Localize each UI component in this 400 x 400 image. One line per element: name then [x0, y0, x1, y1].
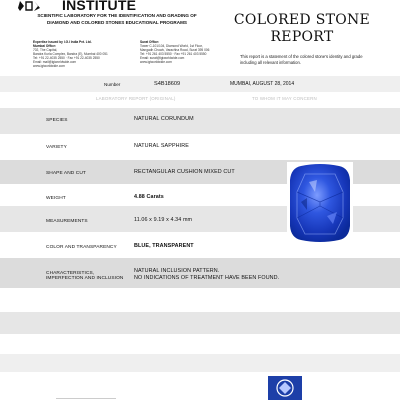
right-address-line: www.igiworldwide.com	[140, 60, 172, 64]
report-title	[232, 12, 372, 46]
report-title-line: REPORT	[270, 29, 334, 45]
band	[0, 312, 400, 334]
color-transparency-label: COLOR AND TRANSPARENCY	[46, 245, 117, 250]
report-statement: This report is a statement of the colored stone's identity and grade including all relevant information.	[240, 54, 363, 65]
right-address-line: Mangadh Chowk, Varachha Road, Surat 395 006	[140, 48, 210, 52]
report-title-line: COLORED STONE	[233, 12, 371, 28]
color-transparency-value: BLUE, TRANSPARENT	[134, 243, 194, 249]
left-address-office: Mumbai Office:	[33, 44, 57, 48]
right-address-office: Surat Office:	[140, 40, 160, 44]
shape-cut-label: SHAPE AND CUT	[46, 171, 86, 176]
shape-cut-value: RECTANGULAR CUSHION MIXED CUT	[134, 169, 235, 175]
measurements-label: MEASUREMENTS	[46, 219, 88, 224]
characteristics-label-line: IMPERFECTION AND INCLUSION	[46, 276, 124, 281]
left-address-heading: Expertise issued by I.G.I India Pvt. Ltd.	[33, 40, 92, 44]
report-number: S4B18609	[154, 81, 181, 87]
signature-line	[56, 398, 116, 399]
weight-value: 4.88 Carats	[134, 194, 164, 200]
left-address-line: Tel: +91 22-4035 2550 · Fax +91 22-4035 2550	[33, 56, 100, 60]
characteristics-value	[134, 268, 279, 282]
right-address	[140, 40, 225, 64]
left-address-line: Bandra Kurla Complex, Bandra (E), Mumbai 400 051	[33, 52, 108, 56]
characteristics-value-line: NO INDICATIONS OF TREATMENT HAVE BEEN FOUND.	[134, 275, 280, 281]
characteristics-value-line: NATURAL INCLUSION PATTERN.	[134, 268, 220, 274]
species-label: SPECIES	[46, 118, 68, 123]
species-value: NATURAL CORUNDUM	[134, 116, 194, 122]
weight-label: WEIGHT	[46, 196, 66, 201]
institute-subtitle: SCIENTIFIC LABORATORY FOR THE IDENTIFICATION AND GRADING OF DIAMOND AND COLORED STONES EDUCATIONAL PROGRAMS	[37, 13, 197, 25]
characteristics-label-line: CHARACTERISTICS,	[46, 271, 95, 276]
institute-name: INSTITUTE	[62, 0, 137, 13]
left-address-line: Email: mail@igiworldwide.com	[33, 60, 77, 64]
characteristics-label	[46, 271, 124, 281]
sapphire-photo	[287, 162, 353, 244]
ghost-text-right: TO WHOM IT MAY CONCERN	[252, 96, 317, 101]
ghost-text-left: LABORATORY REPORT (ORIGINAL)	[96, 96, 176, 101]
measurements-value: 11.06 x 9.19 x 4.34 mm	[134, 217, 193, 223]
variety-value: NATURAL SAPPHIRE	[134, 143, 189, 149]
right-address-line: Tel: +91 261 403 5550 · Fax +91 261 403 5550	[140, 52, 207, 56]
band	[0, 76, 400, 92]
report-number-label: Number	[104, 82, 121, 87]
variety-label: VARIETY	[46, 145, 67, 150]
hologram-seal-icon	[268, 376, 302, 400]
igi-logo-icon	[16, 0, 42, 12]
left-address-line: www.igiworldwide.com	[33, 64, 65, 68]
report-place-date: MUMBAI, AUGUST 28, 2014	[230, 81, 295, 87]
right-address-line: Email: surat@igiworldwide.com	[140, 56, 185, 60]
left-address-line: 702, The Capital,	[33, 48, 58, 52]
right-address-line: Tower C-101/104, Diamond World, 1st Floor,	[140, 44, 203, 48]
band	[0, 354, 400, 372]
left-address	[33, 40, 133, 68]
